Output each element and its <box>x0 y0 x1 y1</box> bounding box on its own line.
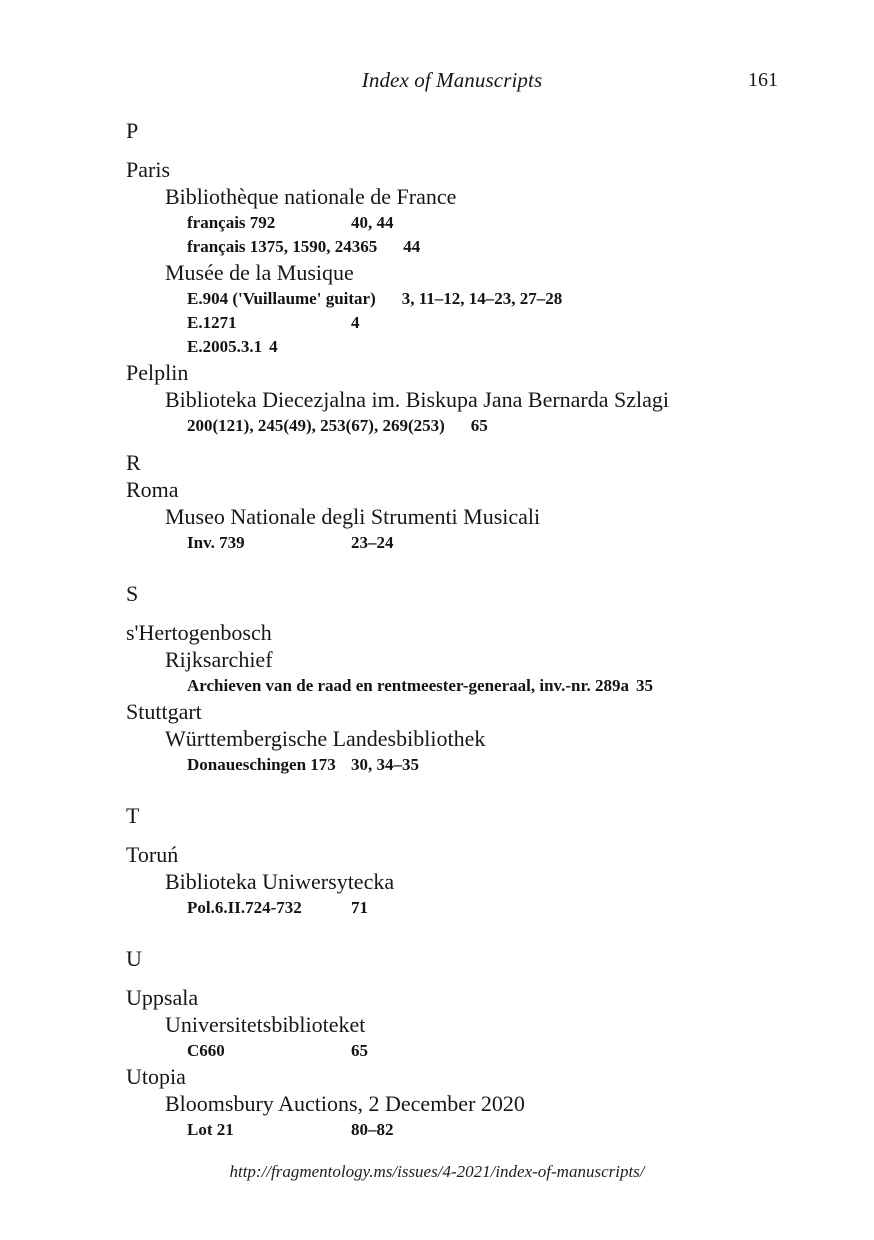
entry-page-references: 44 <box>403 237 421 256</box>
letter-heading: R <box>126 450 141 475</box>
running-head-title: Index of Manuscripts <box>361 68 543 92</box>
institution-heading: Universitetsbiblioteket <box>165 1012 366 1037</box>
page-number: 161 <box>748 69 778 91</box>
entry-page-references: 35 <box>635 676 653 695</box>
institution-heading: Biblioteka Diecezjalna im. Biskupa Jana Bernarda Szlagi <box>165 387 670 412</box>
entry-shelfmark: 200(121), 245(49), 253(67), 269(253) <box>187 416 445 435</box>
entry-shelfmark: C660 <box>187 1041 225 1060</box>
entry-page-references: 40, 44 <box>351 213 394 232</box>
index-entry <box>187 311 786 335</box>
entry-shelfmark: E.904 ('Vuillaume' guitar) <box>187 289 376 308</box>
institution-heading: Bloomsbury Auctions, 2 December 2020 <box>165 1091 525 1116</box>
entry-page-references: 4 <box>351 313 360 332</box>
entry-shelfmark: Lot 21 <box>187 1120 234 1139</box>
index-entry <box>187 335 786 359</box>
entry-shelfmark: français 792 <box>187 213 276 232</box>
place-heading: Stuttgart <box>126 699 202 724</box>
index-entry <box>187 674 786 698</box>
index-entry <box>187 235 786 259</box>
entry-shelfmark: Donaueschingen 173 <box>187 755 336 774</box>
place-heading: Utopia <box>126 1064 186 1089</box>
index-entry <box>187 896 786 920</box>
entry-shelfmark: E.2005.3.1 <box>187 337 263 356</box>
place-heading: s'Hertogenbosch <box>126 620 272 645</box>
institution-heading: Bibliothèque nationale de France <box>165 184 457 209</box>
index-entry <box>187 414 786 438</box>
institution-heading: Rijksarchief <box>165 647 273 672</box>
entry-page-references: 65 <box>470 416 488 435</box>
index-entry <box>187 753 786 777</box>
letter-heading: P <box>126 118 139 143</box>
place-heading: Toruń <box>126 842 179 867</box>
place-heading: Roma <box>126 477 179 502</box>
entry-shelfmark: E.1271 <box>187 313 237 332</box>
entry-page-references: 65 <box>351 1041 368 1060</box>
index-entry <box>187 211 786 235</box>
institution-heading: Württembergische Landesbibliothek <box>165 726 486 751</box>
entry-page-references: 23–24 <box>351 533 394 552</box>
entry-shelfmark: Inv. 739 <box>187 533 245 552</box>
index-entry <box>187 1118 786 1142</box>
entry-page-references: 71 <box>351 898 368 917</box>
place-heading: Paris <box>126 157 170 182</box>
index-body <box>126 118 786 1142</box>
institution-heading: Museo Nationale degli Strumenti Musicali <box>165 504 541 529</box>
letter-heading: S <box>126 581 139 606</box>
entry-page-references: 30, 34–35 <box>351 755 419 774</box>
entry-page-references: 80–82 <box>351 1120 394 1139</box>
entry-page-references: 4 <box>269 337 278 356</box>
running-head <box>126 68 778 98</box>
index-entry <box>187 531 786 555</box>
institution-heading: Biblioteka Uniwersytecka <box>165 869 395 894</box>
place-heading: Pelplin <box>126 360 189 385</box>
entry-shelfmark: français 1375, 1590, 24365 <box>187 237 378 256</box>
letter-heading: U <box>126 946 142 971</box>
index-entry <box>187 287 786 311</box>
institution-heading: Musée de la Musique <box>165 260 354 285</box>
entry-shelfmark: Archieven van de raad en rentmeester-generaal, inv.-nr. 289a <box>187 676 629 695</box>
footer-url: http://fragmentology.ms/issues/4-2021/index-of-manuscripts/ <box>229 1162 645 1181</box>
entry-shelfmark: Pol.6.II.724-732 <box>187 898 302 917</box>
entry-page-references: 3, 11–12, 14–23, 27–28 <box>401 289 563 308</box>
place-heading: Uppsala <box>126 985 199 1010</box>
index-entry <box>187 1039 786 1063</box>
letter-heading: T <box>126 803 140 828</box>
